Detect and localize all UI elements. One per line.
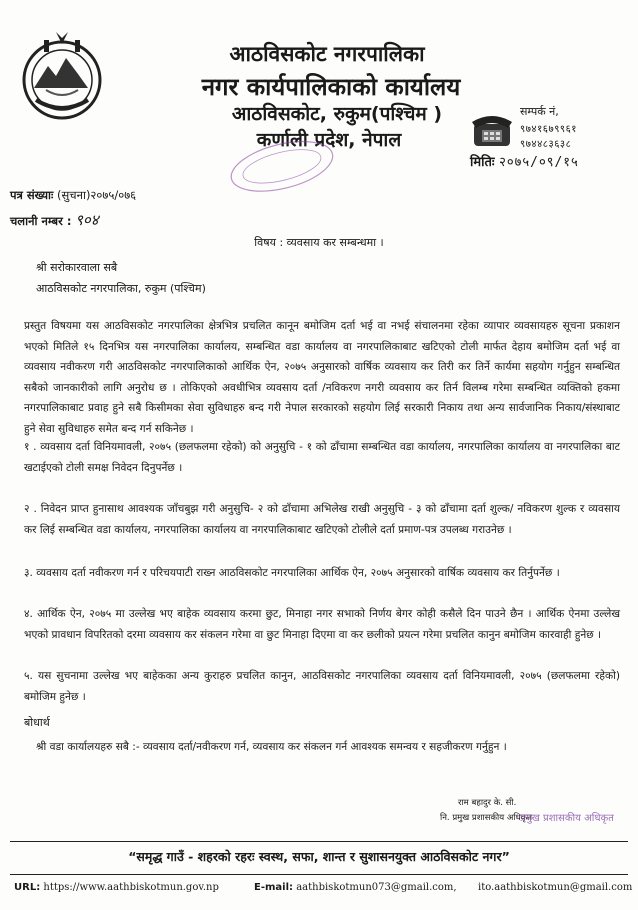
footer-url (14, 882, 219, 893)
contact-number: ९७४४८३६३८ (520, 139, 572, 150)
cc-line: श्री वडा कार्यालयहरु सबै :- व्यवसाय दर्ता/नवीकरण गर्न, व्यवसाय कर संकलन गर्न आवश्यक समन्वय र सहजीकरण गर्नुहुन । (36, 741, 507, 753)
url-value[interactable]: https://www.aathbiskotmun.gov.np (43, 882, 219, 893)
signatory-name: राम बहादुर के. सी. (458, 798, 517, 808)
footer-divider (10, 841, 628, 842)
letter-number-line (10, 188, 136, 203)
signature-stamp: प्रमुख प्रशासकीय अधिकृत (520, 813, 614, 824)
contact-label: सम्पर्क नं, (520, 105, 559, 118)
date-block (470, 152, 579, 170)
contact-number: ९७४१६७९९६१ (520, 124, 577, 135)
body-point: ४. आर्थिक ऐन, २०७५ मा उल्लेख भए बाहेक व्यवसाय करमा छुट, मिनाहा नगर सभाको निर्णय बेगर कोही कसैले दिन पाउने छैन । आर्थिक ऐनमा उल्लेख भएको प्रावधान विपरितको दरमा व्यवसाय कर संकलन गरेमा वा छुट मिनाहा दिएमा वा कर छलीको प्रयत्न गरेमा प्रचलित कानुन बमोजिम कारवाही हुनेछ । (24, 608, 620, 641)
email-value[interactable]: aathbiskotmun073@gmail.com, (296, 882, 457, 893)
date-value: २०७५/०९/१५ (499, 155, 579, 170)
body-paragraph: प्रस्तुत विषयमा यस आठविसकोट नगरपालिका क्षेत्रभित्र प्रचलित कानून बमोजिम दर्ता भई वा नभई संचालनमा रहेका व्यापार व्यवसायहरु सूचना प्रकाशन भएको मितिले १५ दिनभित्र यस नगरपालिका कार्यालय, सम्बन्धित वडा कार्यालय वा नगरपालिकाबाट खटिएको टोली मार्फत देहाय बमोजिम दर्ता भई वा व्यवसाय नवीकरण गरी आठविसकोट नगरपालिकाको आर्थिक ऐन, २०७५ अनुसारको वार्षिक व्यवसाय कर तिरी कर तिर्ने कार्यमा सहयोग गर्नुहुन सम्बन्धित सबैको जानकारीको लागि अनुरोध छ । तोकिएको अवधीभित्र व्यवसाय दर्ता /नविकरण नगरी व्यवसाय कर तिर्न विलम्ब गरेमा सम्बन्धित व्यक्तिको हकमा नगरपालिकाबाट प्रवाह हुने सबै किसीमका सेवा सुविधाहरु बन्द गरी नेपाल सरकारको सहयोग लिई सरकारी निकाय तथा अन्य सार्वजानिक निकाय/संस्थाबाट हुने सेवा सुविधाहरु समेत बन्द गर्न सकिनेछ । (24, 320, 620, 435)
office-address: आठविसकोट, रुकुम(पश्चिम ) (231, 103, 443, 125)
body-point: ३. व्यवसाय दर्ता नवीकरण गर्न र परिचयपाटी राख्न आठविसकोट नगरपालिका आर्थिक ऐन, २०७५ अनुसारको वार्षिक व्यवसाय कर तिर्नुपर्नेछ । (24, 567, 560, 579)
url-label: URL: (14, 882, 41, 893)
cc-label: बोधार्थ (24, 716, 50, 729)
footer-email-2[interactable]: ito.aathbiskotmun@gmail.com (478, 882, 633, 893)
addressee-line: आठविसकोट नगरपालिका, रुकुम (पश्चिम) (36, 282, 206, 295)
dispatch-number-value: ९०४ (75, 211, 99, 229)
footer-email (254, 882, 457, 893)
letter-number-value: (सुचना)२०७५/०७६ (57, 188, 137, 202)
telephone-icon (470, 110, 514, 150)
email-label: E-mail: (254, 882, 294, 893)
subject-line: विषय : व्यवसाय कर सम्बन्धमा । (254, 236, 384, 249)
letter-number-label: पत्र संख्याः (10, 188, 54, 202)
municipality-name: आठविसकोट नगरपालिका (229, 42, 425, 66)
office-name: नगर कार्यपालिकाको कार्यालय (201, 73, 461, 101)
dispatch-number-label: चलानी नम्बर : (10, 214, 72, 228)
footer-slogan: “समृद्ध गाउँ - शहरको रहरः स्वस्थ, सफा, शान्त र सुशासनयुक्त आठविसकोट नगर” (128, 849, 510, 864)
body-point: १ . व्यवसाय दर्ता विनियमावली, २०७५ (छलफलमा रहेको) को अनुसुचि - १ को ढाँचामा सम्बन्धित वडा कार्यालय, नगरपालिका कार्यालय वा नगरपालिका बाट खटाईएको टोली समक्ष निवेदन दिनुपर्नेछ । (24, 441, 620, 474)
footer-divider (10, 874, 628, 875)
signatory-title: नि. प्रमुख प्रशासकीय अधिकृत (440, 813, 533, 823)
date-label: मितिः (470, 155, 495, 170)
body-point: २ . निवेदन प्राप्त हुनासाथ आवश्यक जाँचबुझ गरी अनुसुचि- २ को ढाँचामा अभिलेख राखी अनुसुचि - ३ को ढाँचामा दर्ता शुल्क/ नविकरण शुल्क र व्यवसाय कर लिई सम्बन्धित वडा कार्यालय, नगरपालिका कार्यालय वा नगरपालिकाबाट खटिएको टोलीले दर्ता प्रमाण-पत्र उपलब्ध गराउनेछ । (24, 503, 620, 536)
province-name: कर्णाली प्रदेश, नेपाल (256, 129, 402, 151)
dispatch-number-line (10, 210, 99, 230)
addressee-line: श्री सरोकारवाला सबै (36, 261, 118, 274)
body-point: ५. यस सुचनामा उल्लेख भए बाहेकका अन्य कुराहरु प्रचलित कानुन, आठविसकोट नगरपालिका व्यवसाय दर्ता विनियमावली, २०७५ (छलफलमा रहेको) बमोजिम हुनेछ । (24, 670, 620, 703)
